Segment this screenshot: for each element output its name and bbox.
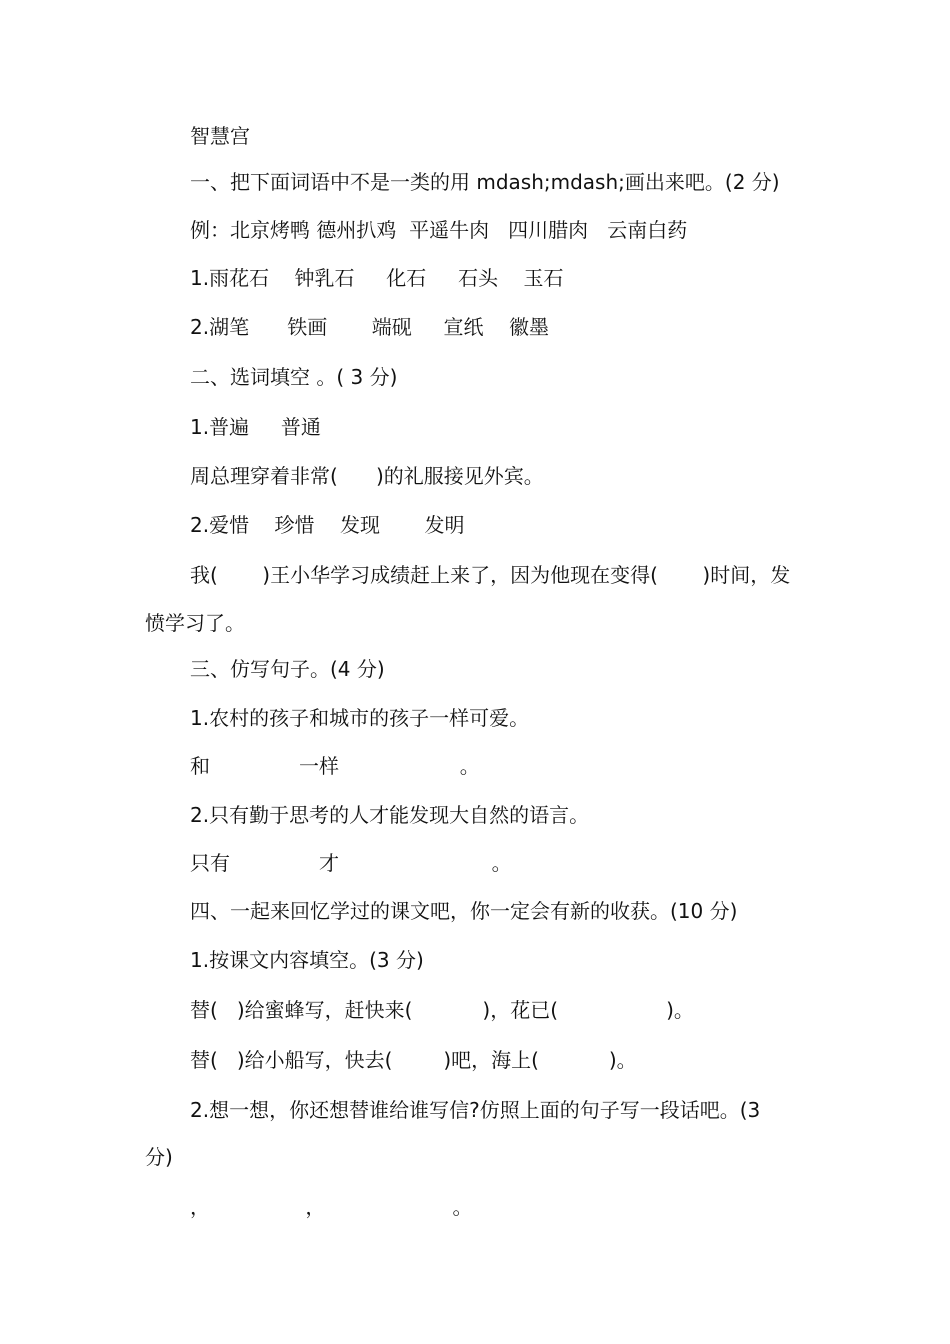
question-2-options-2: 2.爱惜 珍惜 发现 发明 [190,513,465,537]
question-4-part-1: 1.按课文内容填空。(3 分) [190,948,424,972]
question-2-title: 二、选词填空 。( 3 分) [190,365,398,389]
question-3-blank-2: 只有 才 。 [190,851,512,875]
question-1-example: 例：北京烤鸭 德州扒鸡 平遥牛肉 四川腊肉 云南白药 [190,218,688,242]
question-1-title: 一、把下面词语中不是一类的用 mdash;mdash;画出来吧。(2 分) [190,170,780,194]
question-4-fill-2: 替( )给小船写，快去( )吧，海上( )。 [190,1048,637,1072]
question-2-sentence-2: 我( )王小华学习成绩赶上来了，因为他现在变得( )时间，发 [190,563,791,587]
question-2-sentence-2-cont: 愤学习了。 [145,611,245,635]
question-4-answer-blank: ， ， 。 [190,1195,473,1219]
question-4-fill-1: 替( )给蜜蜂写，赶快来( )，花已( )。 [190,998,694,1022]
question-3-blank-1: 和 一样 。 [190,754,480,778]
question-4-part-2-cont: 分) [145,1145,173,1169]
question-3-title: 三、仿写句子。(4 分) [190,657,385,681]
section-heading: 智慧宫 [190,124,250,148]
question-3-example-2: 2.只有勤于思考的人才能发现大自然的语言。 [190,803,590,827]
question-3-example-1: 1.农村的孩子和城市的孩子一样可爱。 [190,706,530,730]
question-1-item-1: 1.雨花石 钟乳石 化石 石头 玉石 [190,266,564,290]
question-4-title: 四、一起来回忆学过的课文吧，你一定会有新的收获。(10 分) [190,899,738,923]
question-2-sentence-1: 周总理穿着非常( )的礼服接见外宾。 [190,464,544,488]
question-4-part-2: 2.想一想，你还想替谁给谁写信?仿照上面的句子写一段话吧。(3 [190,1098,761,1122]
question-2-options-1: 1.普遍 普通 [190,415,321,439]
question-1-item-2: 2.湖笔 铁画 端砚 宣纸 徽墨 [190,315,549,339]
